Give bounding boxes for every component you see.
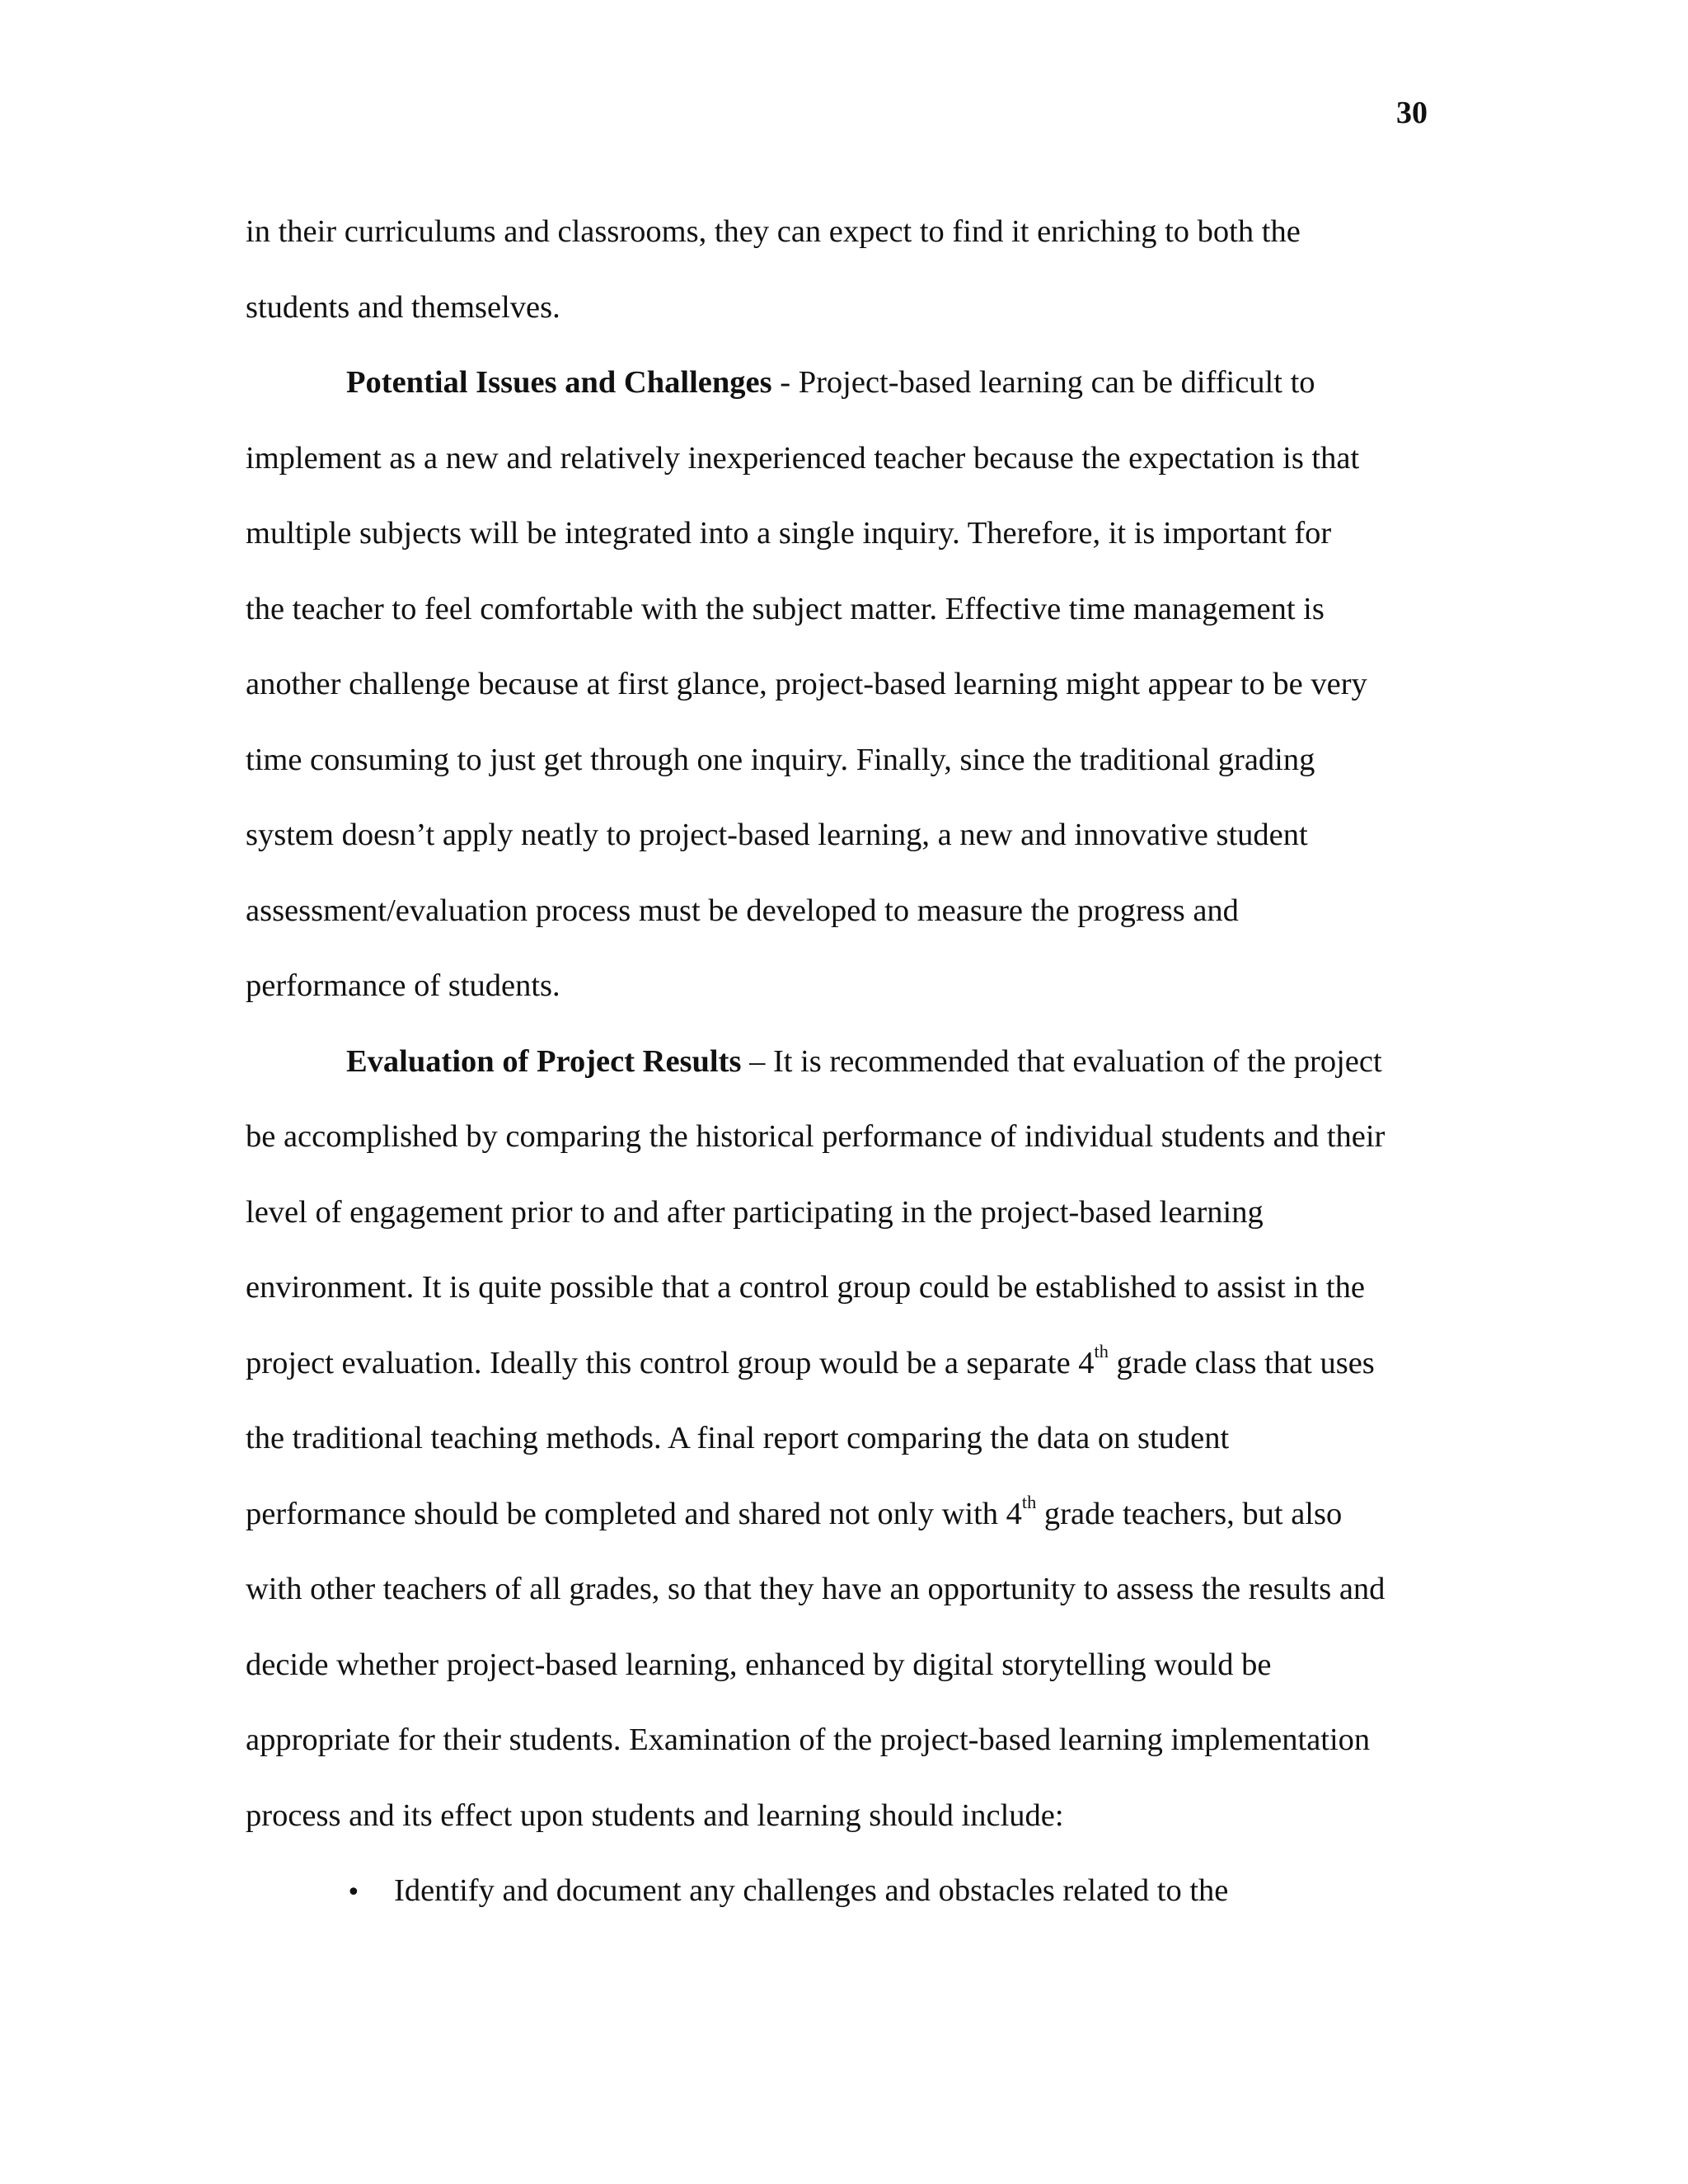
text-line: be accomplished by comparing the historical performance of individual students and their: [246, 1119, 1386, 1154]
text-line: the teacher to feel comfortable with the subject matter. Effective time management is: [246, 591, 1325, 626]
text-line: appropriate for their students. Examination of the project-based learning implementation: [246, 1722, 1371, 1757]
text-line: in their curriculums and classrooms, they can expect to find it enriching to both the: [246, 214, 1301, 249]
paragraph-evaluation: [246, 1024, 1432, 1854]
section-heading-evaluation: Evaluation of Project Results: [346, 1043, 742, 1079]
text-line: performance of students.: [246, 968, 560, 1003]
bullet-list-item: [346, 1854, 1432, 1931]
bullet-icon: •: [346, 1878, 361, 1907]
paragraph-first-line: [246, 1024, 1432, 1100]
text-run: grade class that uses: [1108, 1345, 1375, 1380]
text-line: assessment/evaluation process must be developed to measure the progress and: [246, 893, 1239, 928]
paragraph-continuation: [246, 194, 1432, 345]
text-line: another challenge because at first glance, project-based learning might appear to be very: [246, 667, 1367, 701]
text-line: multiple subjects will be integrated into a single inquiry. Therefore, it is important for: [246, 516, 1332, 551]
text-line: implement as a new and relatively inexperienced teacher because the expectation is that: [246, 440, 1360, 476]
text-run: performance should be completed and shared not only with 4: [246, 1496, 1022, 1531]
text-line: time consuming to just get through one inquiry. Finally, since the traditional grading: [246, 742, 1315, 777]
document-body: [246, 194, 1432, 1931]
text-line: students and themselves.: [246, 289, 560, 325]
text-line: level of engagement prior to and after participating in the project-based learning: [246, 1194, 1264, 1230]
bullet-text: Identify and document any challenges and obstacles related to the: [394, 1873, 1229, 1908]
text-run: grade teachers, but also: [1036, 1496, 1343, 1531]
heading-trailing-text: – It is recommended that evaluation of the project: [741, 1043, 1382, 1079]
text-line: decide whether project-based learning, enhanced by digital storytelling would be: [246, 1647, 1272, 1682]
text-line: the traditional teaching methods. A final report comparing the data on student: [246, 1421, 1230, 1455]
text-line: system doesn’t apply neatly to project-based learning, a new and innovative student: [246, 818, 1308, 852]
heading-trailing-text: - Project-based learning can be difficult to: [771, 365, 1315, 400]
text-line: [246, 1477, 1432, 1553]
text-line: with other teachers of all grades, so that they have an opportunity to assess the results and: [246, 1572, 1386, 1606]
paragraph-first-line: [246, 345, 1432, 421]
section-heading-potential-issues: Potential Issues and Challenges: [346, 365, 772, 400]
superscript: th: [1021, 1491, 1037, 1512]
text-line: process and its effect upon students and learning should include:: [246, 1797, 1064, 1833]
page-number: 30: [1396, 96, 1428, 130]
superscript: th: [1094, 1340, 1109, 1361]
paragraph-potential-issues: [246, 345, 1432, 1024]
text-run: project evaluation. Ideally this control group would be a separate 4: [246, 1345, 1095, 1380]
text-line: environment. It is quite possible that a control group could be established to assist in the: [246, 1270, 1365, 1305]
text-line: [246, 1326, 1432, 1402]
